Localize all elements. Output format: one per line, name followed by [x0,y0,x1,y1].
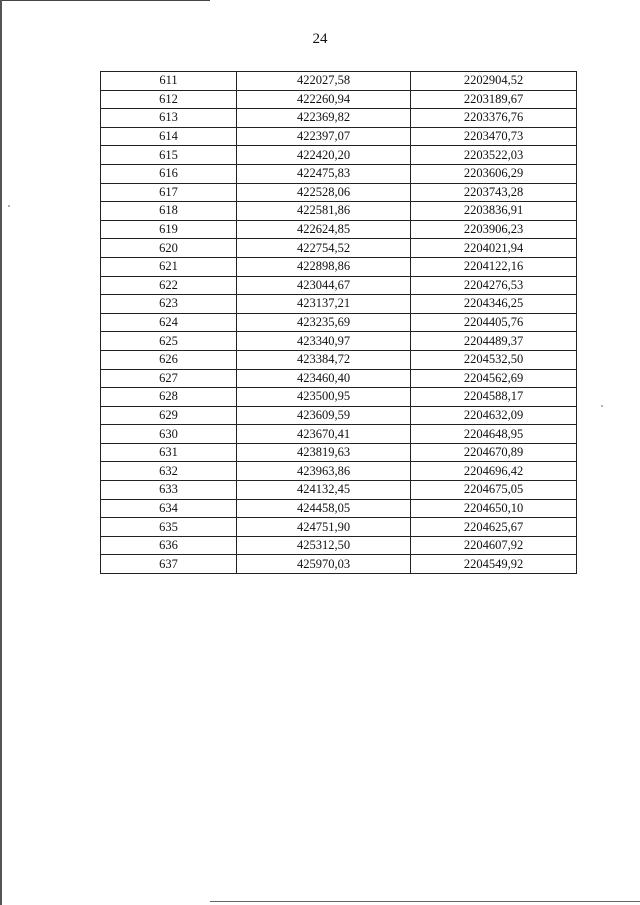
point-number-cell: 623 [101,295,237,314]
table-row [101,350,577,369]
page-number: 24 [312,31,328,47]
y-coordinate-cell: 2203606,29 [411,164,577,183]
y-coordinate-cell: 2204632,09 [411,406,577,425]
y-coordinate-cell: 2204625,67 [411,518,577,537]
point-number-cell: 616 [101,164,237,183]
point-number-cell: 627 [101,369,237,388]
x-coordinate-cell: 423235,69 [237,313,411,332]
coordinates-table-body [101,72,577,574]
table-row [101,72,577,91]
table-row [101,332,577,351]
table-row [101,183,577,202]
point-number-cell: 620 [101,239,237,258]
x-coordinate-cell: 424751,90 [237,518,411,537]
y-coordinate-cell: 2204021,94 [411,239,577,258]
x-coordinate-cell: 422528,06 [237,183,411,202]
point-number-cell: 626 [101,350,237,369]
table-row [101,164,577,183]
y-coordinate-cell: 2203743,28 [411,183,577,202]
y-coordinate-cell: 2204675,05 [411,481,577,500]
x-coordinate-cell: 423044,67 [237,276,411,295]
y-coordinate-cell: 2204607,92 [411,536,577,555]
y-coordinate-cell: 2204532,50 [411,350,577,369]
y-coordinate-cell: 2203189,67 [411,90,577,109]
x-coordinate-cell: 423819,63 [237,443,411,462]
point-number-cell: 635 [101,518,237,537]
point-number-cell: 625 [101,332,237,351]
y-coordinate-cell: 2204405,76 [411,313,577,332]
point-number-cell: 633 [101,481,237,500]
x-coordinate-cell: 423963,86 [237,462,411,481]
point-number-cell: 637 [101,555,237,574]
table-row [101,313,577,332]
y-coordinate-cell: 2204346,25 [411,295,577,314]
x-coordinate-cell: 422754,52 [237,239,411,258]
x-coordinate-cell: 425970,03 [237,555,411,574]
point-number-cell: 613 [101,109,237,128]
table-row [101,462,577,481]
table-row [101,146,577,165]
x-coordinate-cell: 422397,07 [237,127,411,146]
point-number-cell: 611 [101,72,237,91]
x-coordinate-cell: 423670,41 [237,425,411,444]
x-coordinate-cell: 422420,20 [237,146,411,165]
x-coordinate-cell: 422475,83 [237,164,411,183]
y-coordinate-cell: 2204670,89 [411,443,577,462]
point-number-cell: 615 [101,146,237,165]
point-number-cell: 624 [101,313,237,332]
x-coordinate-cell: 424458,05 [237,499,411,518]
x-coordinate-cell: 422260,94 [237,90,411,109]
table-row [101,220,577,239]
y-coordinate-cell: 2204489,37 [411,332,577,351]
x-coordinate-cell: 422581,86 [237,202,411,221]
table-row [101,481,577,500]
x-coordinate-cell: 422898,86 [237,257,411,276]
point-number-cell: 634 [101,499,237,518]
table-row [101,276,577,295]
table-row [101,239,577,258]
y-coordinate-cell: 2202904,52 [411,72,577,91]
coordinates-table [100,71,577,574]
x-coordinate-cell: 423340,97 [237,332,411,351]
x-coordinate-cell: 424132,45 [237,481,411,500]
table-row [101,295,577,314]
x-coordinate-cell: 423500,95 [237,388,411,407]
point-number-cell: 614 [101,127,237,146]
point-number-cell: 617 [101,183,237,202]
scan-speck [8,205,10,207]
table-row [101,425,577,444]
table-row [101,518,577,537]
table-row [101,406,577,425]
y-coordinate-cell: 2204648,95 [411,425,577,444]
point-number-cell: 636 [101,536,237,555]
scan-edge-top [0,0,210,1]
y-coordinate-cell: 2204650,10 [411,499,577,518]
point-number-cell: 618 [101,202,237,221]
y-coordinate-cell: 2203522,03 [411,146,577,165]
x-coordinate-cell: 422369,82 [237,109,411,128]
x-coordinate-cell: 422027,58 [237,72,411,91]
scan-edge-left [0,0,2,905]
point-number-cell: 632 [101,462,237,481]
point-number-cell: 629 [101,406,237,425]
x-coordinate-cell: 425312,50 [237,536,411,555]
y-coordinate-cell: 2204549,92 [411,555,577,574]
point-number-cell: 631 [101,443,237,462]
y-coordinate-cell: 2204122,16 [411,257,577,276]
y-coordinate-cell: 2204588,17 [411,388,577,407]
point-number-cell: 622 [101,276,237,295]
x-coordinate-cell: 423460,40 [237,369,411,388]
point-number-cell: 621 [101,257,237,276]
y-coordinate-cell: 2204276,53 [411,276,577,295]
table-row [101,90,577,109]
table-row [101,536,577,555]
table-row [101,109,577,128]
x-coordinate-cell: 423609,59 [237,406,411,425]
y-coordinate-cell: 2204562,69 [411,369,577,388]
table-row [101,257,577,276]
table-row [101,127,577,146]
point-number-cell: 628 [101,388,237,407]
table-row [101,202,577,221]
y-coordinate-cell: 2203470,73 [411,127,577,146]
scan-speck [601,405,603,407]
table-row [101,388,577,407]
y-coordinate-cell: 2203376,76 [411,109,577,128]
point-number-cell: 612 [101,90,237,109]
point-number-cell: 630 [101,425,237,444]
x-coordinate-cell: 423137,21 [237,295,411,314]
y-coordinate-cell: 2203906,23 [411,220,577,239]
y-coordinate-cell: 2203836,91 [411,202,577,221]
table-row [101,555,577,574]
scan-edge-bottom [210,901,640,902]
table-row [101,369,577,388]
y-coordinate-cell: 2204696,42 [411,462,577,481]
x-coordinate-cell: 422624,85 [237,220,411,239]
point-number-cell: 619 [101,220,237,239]
x-coordinate-cell: 423384,72 [237,350,411,369]
table-row [101,443,577,462]
table-row [101,499,577,518]
